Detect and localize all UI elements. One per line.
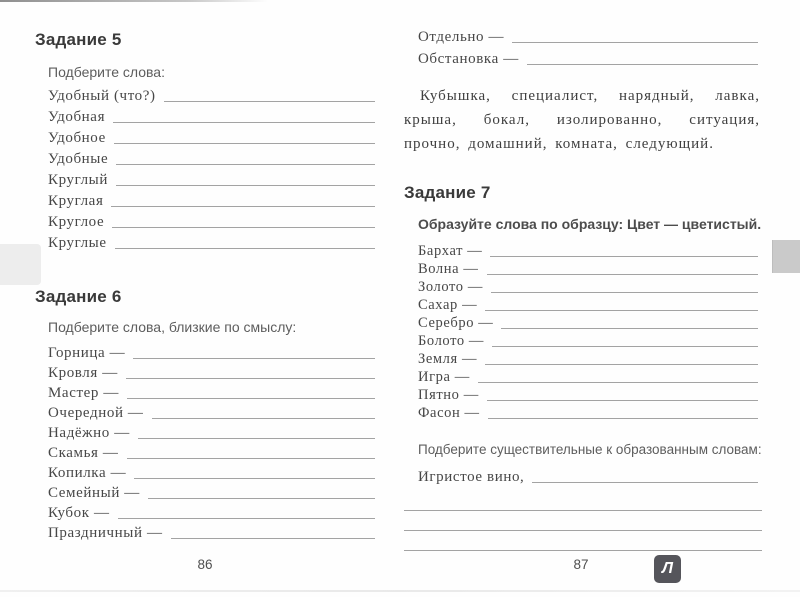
exercise-row <box>48 147 375 168</box>
word-bank: Кубышка, специалист, нарядный, лавка, крыша, бокал, изолированно, ситуация, прочно, домашний, комната, следующий. <box>404 88 760 152</box>
word-label: Семейный — <box>48 485 140 501</box>
exercise-row <box>48 502 375 522</box>
answer-line <box>492 345 758 347</box>
task7-blank-lines <box>404 494 762 554</box>
answer-line <box>152 417 375 419</box>
answer-line <box>127 397 375 399</box>
word-label: Горница — <box>48 345 126 361</box>
answer-line <box>171 537 375 539</box>
page-flip-left-tab[interactable] <box>0 244 41 285</box>
word-label: Круглые <box>48 235 107 251</box>
word-label: Сахар — <box>418 297 478 313</box>
exercise-row <box>48 342 375 362</box>
exercise-row <box>48 422 375 442</box>
exercise-row <box>48 442 375 462</box>
word-label: Праздничный — <box>48 525 163 541</box>
word-label: Игра — <box>418 369 470 385</box>
answer-line <box>113 121 375 123</box>
word-label: Пятно — <box>418 387 479 403</box>
exercise-row <box>418 296 758 314</box>
task6-rows <box>48 342 375 542</box>
answer-line <box>490 255 758 257</box>
task5-title: Задание 5 <box>35 30 122 49</box>
word-label: Волна — <box>418 261 479 277</box>
answer-line <box>126 377 375 379</box>
word-label: Удобная <box>48 109 106 125</box>
exercise-row <box>48 105 375 126</box>
exercise-row <box>418 24 758 46</box>
task6-title: Задание 6 <box>35 287 122 306</box>
exercise-row <box>48 84 375 105</box>
exercise-row <box>418 350 758 368</box>
exercise-row <box>418 314 758 332</box>
answer-line <box>404 529 762 531</box>
answer-line <box>404 549 762 551</box>
word-label: Очередной — <box>48 405 144 421</box>
answer-line <box>478 381 758 383</box>
answer-line <box>485 309 758 311</box>
exercise-row <box>48 382 375 402</box>
word-label: Надёжно — <box>48 425 130 441</box>
blank-answer-row <box>404 534 762 554</box>
exercise-row <box>48 168 375 189</box>
answer-line <box>138 437 375 439</box>
answer-line <box>111 205 375 207</box>
blank-answer-row <box>404 494 762 514</box>
answer-line <box>148 497 375 499</box>
exercise-row <box>48 189 375 210</box>
answer-line <box>487 273 759 275</box>
answer-line <box>491 291 758 293</box>
word-label: Скамья — <box>48 445 119 461</box>
answer-line <box>488 417 758 419</box>
exercise-row <box>418 464 758 486</box>
word-label: Удобное <box>48 130 106 146</box>
page-flip-right-tab[interactable] <box>772 240 800 273</box>
exercise-row <box>48 210 375 231</box>
word-label: Мастер — <box>48 385 119 401</box>
word-label: Игристое вино, <box>418 469 525 485</box>
exercise-row <box>48 231 375 252</box>
answer-line <box>116 163 375 165</box>
answer-line <box>134 477 375 479</box>
task6-instruction: Подберите слова, близкие по смыслу: <box>48 319 297 335</box>
exercise-row <box>418 332 758 350</box>
labirint-logo-badge: Л <box>654 555 681 583</box>
answer-line <box>501 327 758 329</box>
exercise-row <box>48 402 375 422</box>
page-bottom-shadow <box>0 590 800 592</box>
page-number-right: 87 <box>573 557 589 572</box>
word-label: Кубок — <box>48 505 110 521</box>
word-label: Бархат — <box>418 243 483 259</box>
task7-instruction: Образуйте слова по образцу: Цвет — цветистый. <box>418 216 762 232</box>
word-label: Кровля — <box>48 365 118 381</box>
task7-title: Задание 7 <box>404 183 491 202</box>
page-edge-line <box>0 0 268 2</box>
answer-line <box>164 100 375 102</box>
answer-line <box>116 184 375 186</box>
answer-line <box>114 142 375 144</box>
page-number-left: 86 <box>197 557 213 572</box>
exercise-row <box>418 386 758 404</box>
answer-line <box>133 357 375 359</box>
answer-line <box>118 517 375 519</box>
answer-line <box>127 457 375 459</box>
task7-instruction2: Подберите существительные к образованным словам: <box>418 442 762 457</box>
exercise-row <box>418 368 758 386</box>
task5-rows <box>48 84 375 252</box>
word-label: Удобный (что?) <box>48 88 156 104</box>
answer-line <box>527 63 758 65</box>
task7-example-row <box>418 464 758 486</box>
exercise-row <box>48 362 375 382</box>
answer-line <box>487 399 758 401</box>
blank-answer-row <box>404 514 762 534</box>
exercise-row <box>418 46 758 68</box>
exercise-row <box>418 278 758 296</box>
word-label: Удобные <box>48 151 109 167</box>
exercise-row <box>418 242 758 260</box>
task7-rows <box>418 242 758 422</box>
word-label: Круглая <box>48 193 104 209</box>
exercise-row <box>418 404 758 422</box>
word-label: Отдельно — <box>418 29 505 45</box>
answer-line <box>512 41 758 43</box>
exercise-row <box>48 462 375 482</box>
answer-line <box>115 247 375 249</box>
word-label: Золото — <box>418 279 483 295</box>
answer-line <box>404 509 762 511</box>
exercise-row <box>48 482 375 502</box>
word-label: Копилка — <box>48 465 127 481</box>
task5-instruction: Подберите слова: <box>48 64 165 80</box>
exercise-row <box>418 260 758 278</box>
word-label: Серебро — <box>418 315 494 331</box>
answer-line <box>112 226 375 228</box>
task6-continued-rows <box>418 24 758 68</box>
word-label: Фасон — <box>418 405 480 421</box>
exercise-row <box>48 522 375 542</box>
word-label: Круглый <box>48 172 108 188</box>
word-label: Обстановка — <box>418 51 519 67</box>
answer-line <box>485 363 758 365</box>
word-label: Земля — <box>418 351 478 367</box>
exercise-row <box>48 126 375 147</box>
word-label: Болото — <box>418 333 485 349</box>
answer-line <box>532 481 758 483</box>
word-label: Круглое <box>48 214 105 230</box>
